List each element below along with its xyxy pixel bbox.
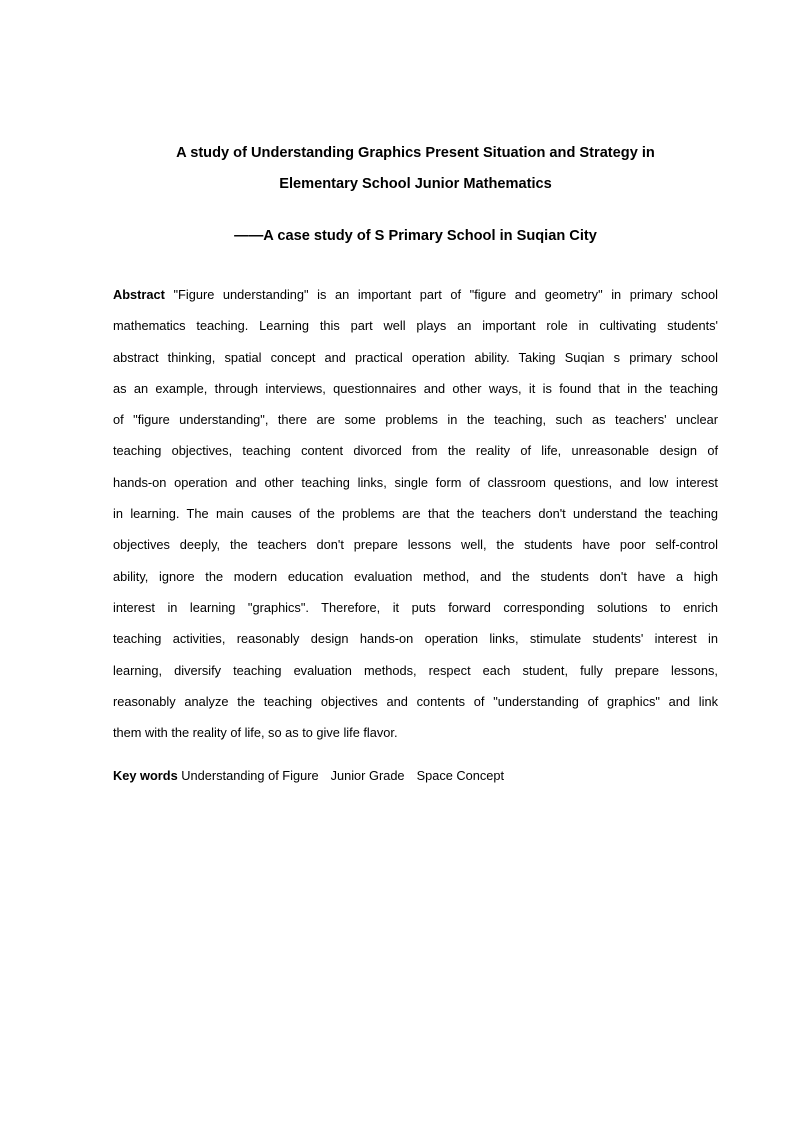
abstract-line-10: ability, ignore the modern education evaluation method, and the students don't have a high xyxy=(113,568,718,584)
abstract-line-3: abstract thinking, spatial concept and practical operation ability. Taking Suqian s primary school xyxy=(113,349,718,365)
keywords-label: Key words xyxy=(113,768,178,783)
abstract-section xyxy=(113,279,718,748)
abstract-line-13: learning, diversify teaching evaluation methods, respect each student, fully prepare lessons, xyxy=(113,662,718,678)
keyword-item: Junior Grade xyxy=(330,768,405,783)
paper-title-line-1: A study of Understanding Graphics Present Situation and Strategy in xyxy=(176,145,655,161)
keyword-item: Space Concept xyxy=(416,768,505,783)
abstract-text-1: "Figure understanding" is an important part of "figure and geometry" in primary school xyxy=(173,287,718,302)
paper-subtitle: ——A case study of S Primary School in Suqian City xyxy=(234,228,597,244)
keyword-item: Understanding of Figure xyxy=(181,768,319,783)
paper-title-line-2: Elementary School Junior Mathematics xyxy=(279,176,552,192)
abstract-line-5: of "figure understanding", there are some problems in the teaching, such as teachers' unclear xyxy=(113,412,718,428)
abstract-line-2: mathematics teaching. Learning this part well plays an important role in cultivating students' xyxy=(113,318,718,334)
abstract-line-14: reasonably analyze the teaching objectives and contents of "understanding of graphics" and link xyxy=(113,693,718,709)
abstract-line-1 xyxy=(113,279,718,310)
abstract-line-12: teaching activities, reasonably design hands-on operation links, stimulate students' interest in xyxy=(113,631,718,647)
abstract-line-6: teaching objectives, teaching content divorced from the reality of life, unreasonable design of xyxy=(113,443,718,459)
abstract-line-7: hands-on operation and other teaching links, single form of classroom questions, and low interest xyxy=(113,474,718,490)
abstract-line-4: as an example, through interviews, questionnaires and other ways, it is found that in the teaching xyxy=(113,380,718,396)
keywords-section xyxy=(113,767,718,785)
abstract-line-15: them with the reality of life, so as to give life flavor. xyxy=(113,725,398,741)
abstract-line-9: objectives deeply, the teachers don't prepare lessons well, the students have poor self-control xyxy=(113,537,718,553)
abstract-label: Abstract xyxy=(113,287,165,302)
abstract-line-8: in learning. The main causes of the problems are that the teachers don't understand the teaching xyxy=(113,506,718,522)
abstract-line-11: interest in learning "graphics". Therefore, it puts forward corresponding solutions to enrich xyxy=(113,599,718,615)
